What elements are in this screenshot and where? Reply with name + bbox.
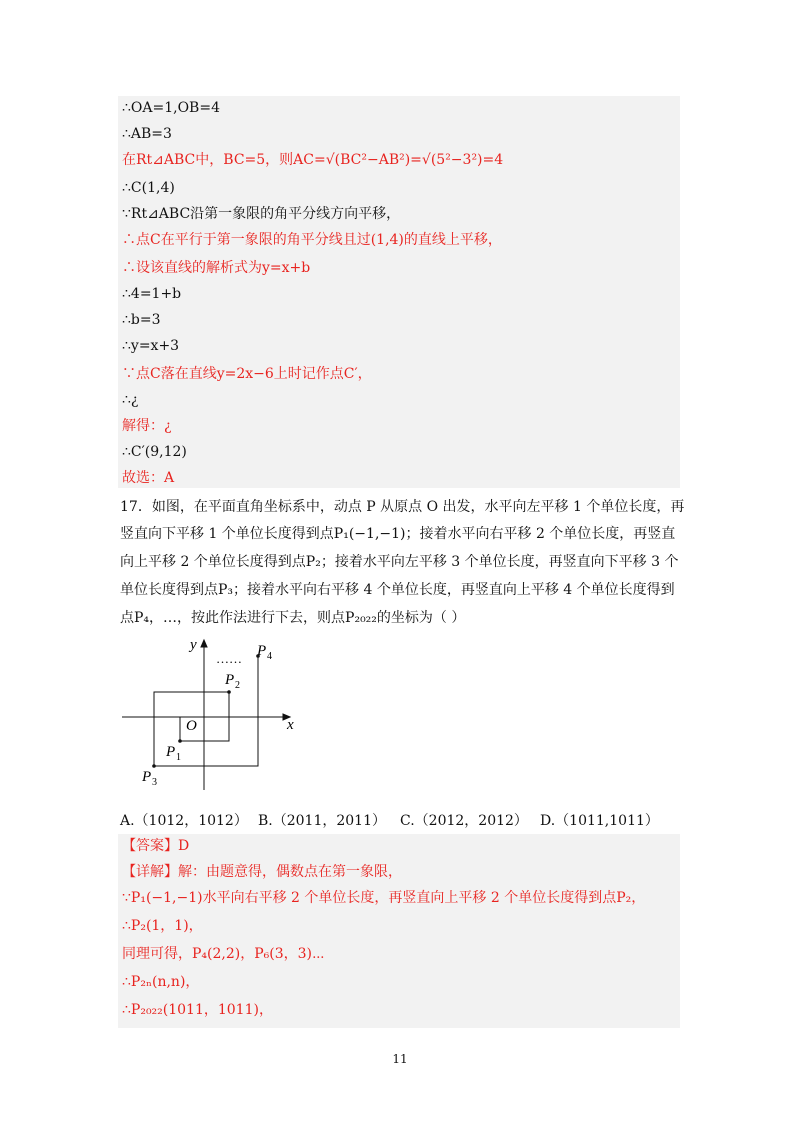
answer-line: 【答案】D [122, 838, 190, 854]
x-axis-label: x [287, 717, 294, 733]
p1-label: P [166, 744, 176, 760]
solution-line: ∵点C落在直线y=2x−6上时记作点C′， [122, 366, 372, 382]
question-line: 竖直向下平移 1 个单位长度得到点P₁(−1,−1)；接着水平向右平移 2 个单位长度，再竖直 [120, 526, 676, 542]
origin-label: O [186, 718, 197, 734]
point-p3 [152, 764, 156, 768]
page-number: 11 [392, 1052, 408, 1066]
question-line: 点P₄，…，按此作法进行下去，则点P₂₀₂₂的坐标为（ ） [120, 610, 466, 626]
answer-line: ∴P₂ₙ(n,n)， [122, 974, 200, 990]
answer-line: 同理可得，P₄(2,2)，P₆(3，3)⋯ [122, 946, 325, 962]
question-line: 17．如图，在平面直角坐标系中，动点 P 从原点 O 出发，水平向左平移 1 个单位长度，再 [120, 499, 685, 515]
dots-label: …… [216, 651, 242, 666]
question-line: 向上平移 2 个单位长度得到点P₂；接着水平向左平移 3 个单位长度，再竖直向下平移 3 个 [120, 554, 679, 570]
point-p1 [178, 739, 182, 743]
answer-line: ∴P₂(1，1)， [122, 918, 203, 934]
answer-block [118, 834, 680, 1028]
solution-line: ∴OA=1,OB=4 [122, 100, 220, 116]
solution-line: ∴C(1,4) [122, 180, 175, 196]
answer-line: ∴P₂₀₂₂(1011，1011)， [122, 1002, 273, 1018]
choice-d: D.（1011,1011） [540, 813, 659, 829]
solution-line: ∴¿ [122, 392, 139, 408]
p3-subscript: 3 [152, 777, 157, 788]
solution-line: ∵Rt⊿ABC沿第一象限的角平分线方向平移， [122, 206, 401, 222]
choice-c: C.（2012，2012） [400, 813, 528, 829]
solution-line: ∴C′(9,12) [122, 444, 187, 460]
solution-line: ∴b=3 [122, 312, 161, 328]
p4-label: P [257, 643, 267, 659]
solution-line: 在Rt⊿ABC中，BC=5，则AC=√(BC²−AB²)=√(5²−3²)=4 [122, 152, 504, 168]
question-line: 单位长度得到点P₃；接着水平向右平移 4 个单位长度，再竖直向上平移 4 个单位长度得到 [120, 582, 675, 598]
solution-block-previous [118, 96, 680, 488]
answer-line: 【详解】解：由题意得，偶数点在第一象限， [122, 864, 402, 880]
p2-subscript: 2 [235, 680, 240, 691]
coordinate-figure [0, 630, 800, 820]
point-p2 [227, 690, 231, 694]
y-axis-arrow [201, 640, 207, 647]
solution-line: 故选：A [122, 470, 175, 486]
y-axis-label: y [190, 637, 197, 653]
choice-a: A.（1012，1012） [120, 813, 248, 829]
answer-line: ∵P₁(−1,−1)水平向右平移 2 个单位长度，再竖直向上平移 2 个单位长度得到点P₂， [122, 890, 646, 906]
p2-label: P [225, 672, 235, 688]
choice-b: B.（2011，2011） [258, 813, 386, 829]
p3-label: P [142, 769, 152, 785]
p1-subscript: 1 [176, 752, 181, 763]
solution-line: ∴AB=3 [122, 126, 172, 142]
solution-line: ∴点C在平行于第一象限的角平分线且过(1,4)的直线上平移， [122, 232, 502, 248]
solution-line: 解得：¿ [122, 418, 172, 434]
solution-line: ∴y=x+3 [122, 338, 180, 354]
solution-line: ∴设该直线的解析式为y=x+b [122, 260, 311, 276]
solution-line: ∴4=1+b [122, 286, 182, 302]
p4-subscript: 4 [267, 651, 272, 662]
